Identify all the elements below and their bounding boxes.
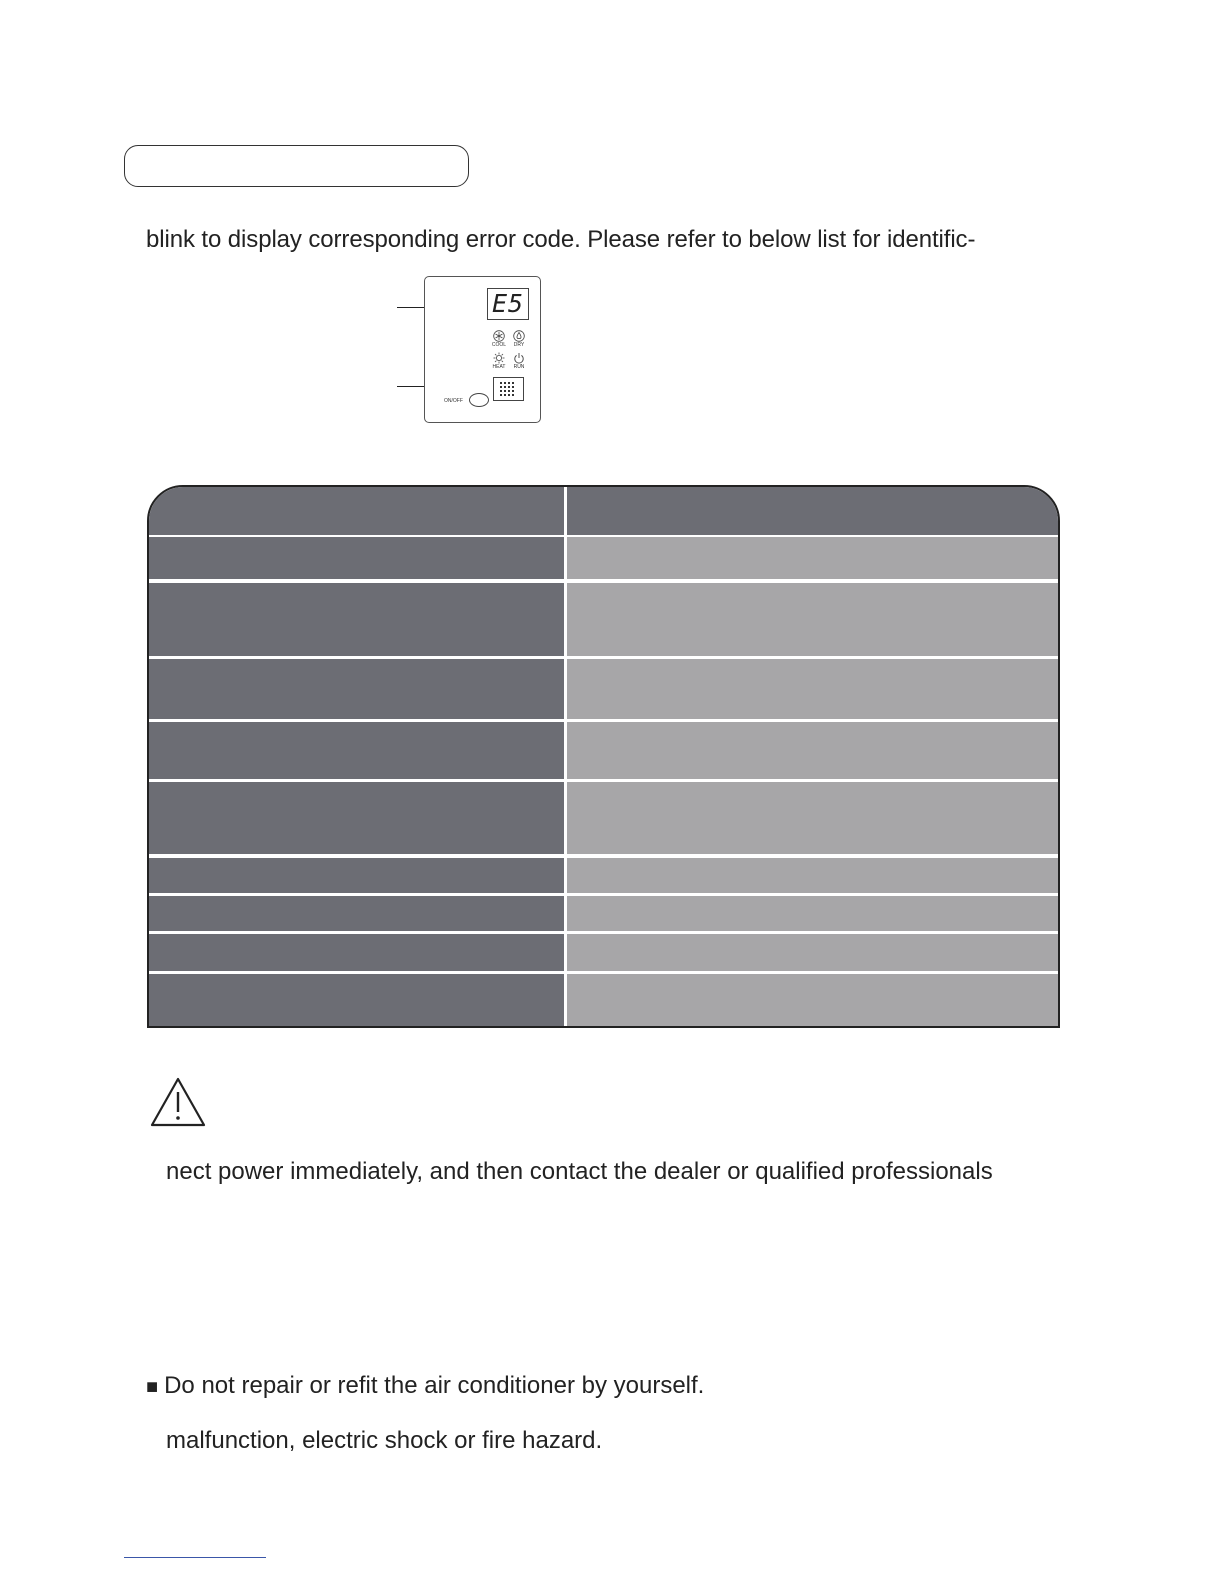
table-row — [149, 782, 1058, 854]
table-cell-description — [567, 537, 1058, 579]
table-row — [149, 583, 1058, 656]
table-row — [149, 659, 1058, 719]
table-row — [149, 537, 1058, 579]
note-item — [146, 1372, 704, 1400]
table-cell-code — [149, 858, 564, 893]
mode-label-run: RUN — [513, 364, 525, 370]
table-cell-description — [567, 896, 1058, 931]
table-cell-code — [149, 659, 564, 719]
onoff-label: ON/OFF — [444, 398, 463, 404]
table-row — [149, 934, 1058, 971]
table-row — [149, 858, 1058, 893]
droplet-icon — [513, 330, 525, 342]
sun-icon — [493, 352, 505, 364]
table-cell-code — [149, 537, 564, 579]
note-continuation: malfunction, electric shock or fire hazard. — [166, 1427, 603, 1454]
table-cell-code — [149, 722, 564, 779]
table-cell-description — [567, 974, 1058, 1028]
mode-dry — [509, 330, 529, 348]
note-text: Do not repair or refit the air conditioner by yourself. — [164, 1372, 705, 1399]
mode-label-dry: DRY — [513, 342, 525, 348]
power-icon — [513, 352, 525, 364]
table-cell-description — [567, 934, 1058, 971]
table-cell-description — [567, 583, 1058, 656]
section-heading-box — [124, 145, 469, 187]
table-cell-description — [567, 722, 1058, 779]
warning-text: nect power immediately, and then contact the dealer or qualified professionals — [166, 1158, 993, 1185]
mode-run — [509, 352, 529, 370]
mode-label-cool: COOL — [491, 342, 507, 348]
warning-triangle-icon — [149, 1076, 207, 1128]
table-header-row — [149, 487, 1058, 535]
onoff-button[interactable] — [469, 393, 489, 407]
receiver-grid-icon — [494, 378, 523, 400]
header-cell-code — [149, 487, 564, 535]
mode-cool — [489, 330, 509, 348]
mode-heat — [489, 352, 509, 370]
table-cell-code — [149, 974, 564, 1028]
bullet-icon: ■ — [146, 1376, 159, 1398]
table-cell-code — [149, 896, 564, 931]
table-cell-description — [567, 659, 1058, 719]
signal-receiver-window — [493, 377, 524, 401]
table-cell-description — [567, 782, 1058, 854]
error-code-display: E5 — [487, 288, 529, 320]
table-cell-code — [149, 934, 564, 971]
display-panel — [424, 276, 541, 423]
snowflake-icon — [493, 330, 505, 342]
table-cell-code — [149, 583, 564, 656]
header-cell-description — [567, 487, 1058, 535]
page-footer-rule — [124, 1557, 266, 1558]
table-cell-description — [567, 858, 1058, 893]
table-row — [149, 896, 1058, 931]
intro-text: blink to display corresponding error code. Please refer to below list for identific- — [146, 226, 976, 253]
table-cell-code — [149, 782, 564, 854]
error-code-table — [147, 485, 1060, 1028]
table-row — [149, 722, 1058, 779]
table-row — [149, 974, 1058, 1028]
mode-label-heat: HEAT — [492, 364, 506, 370]
